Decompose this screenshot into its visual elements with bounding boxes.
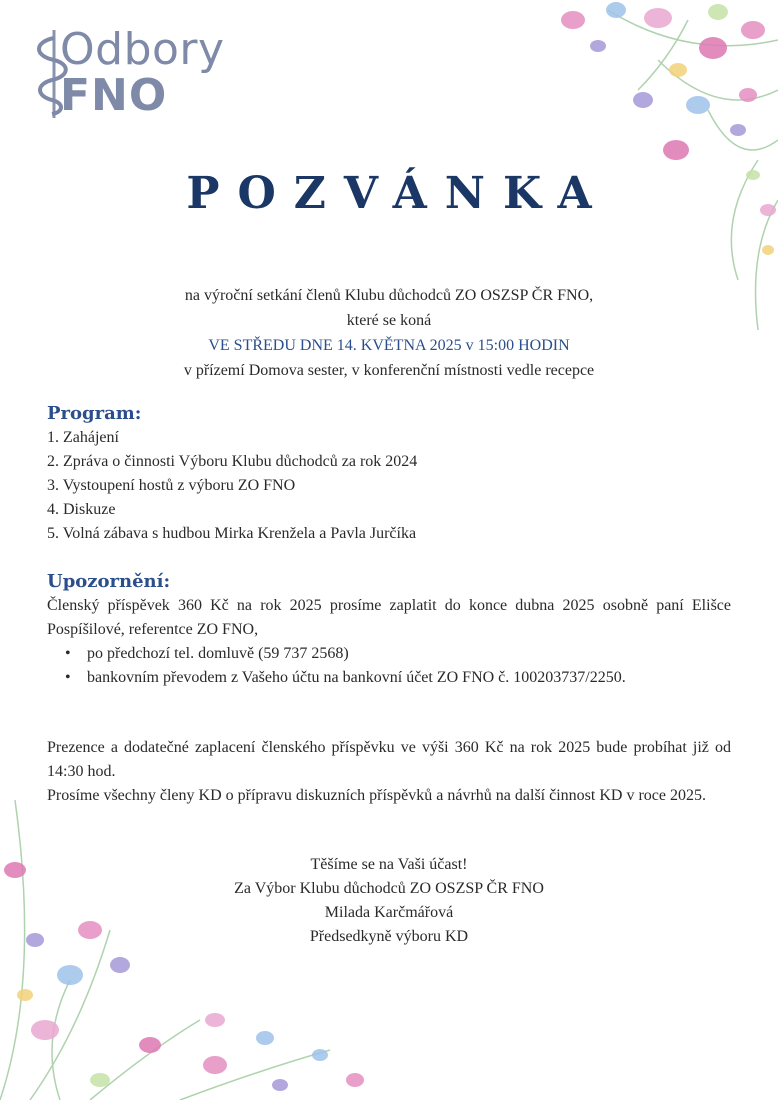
program-item: 5. Volná zábava s hudbou Mirka Krenžela a Pavla Jurčíka [47,525,417,542]
signatory-name: Milada Karčmářová [324,904,454,921]
program-item: 4. Diskuze [47,501,116,518]
notice-section [47,570,731,690]
page-title: POZVÁNKA [186,168,610,219]
payment-option: • po předchozí tel. domluvě (59 737 2568) [65,642,731,666]
request-paragraph: Prosíme všechny členy KD o přípravu diskuzních příspěvků a návrhů na další činnost KD v roce 2025. [47,787,706,804]
program-list [47,426,731,546]
payment-options-list [47,642,731,690]
event-date: VE STŘEDU DNE 14. KVĚTNA 2025 v 15:00 HODIN [208,337,570,354]
program-item: 1. Zahájení [47,429,119,446]
closing-greeting: Těšíme se na Vaši účast! [310,856,468,873]
intro-line: které se koná [346,312,432,329]
program-item: 2. Zpráva o činnosti Výboru Klubu důchodců za rok 2024 [47,453,418,470]
notice-heading: Upozornění: [47,571,171,592]
presence-section [47,736,731,808]
logo [30,24,230,124]
program-heading: Program: [47,403,142,424]
payment-option: • bankovním převodem z Vašeho účtu na bankovní účet ZO FNO č. 100203737/2250. [65,666,731,690]
notice-text: Členský příspěvek 360 Kč na rok 2025 prosíme zaplatit do konce dubna 2025 osobně paní Elišce Pospíšilové, referentce ZO FNO, [47,597,731,638]
closing-committee: Za Výbor Klubu důchodců ZO OSZSP ČR FNO [234,880,544,897]
closing-block [60,853,718,949]
event-place: v přízemí Domova sester, v konferenční místnosti vedle recepce [183,362,595,379]
signatory-role: Předsedkyně výboru KD [309,928,469,945]
intro-line: na výroční setkání členů Klubu důchodců ZO OSZSP ČR FNO, [184,287,594,304]
logo-text-odbory: Odbory [60,24,225,75]
program-section [47,402,731,546]
logo-text-fno: FNO [60,70,168,121]
program-item: 3. Vystoupení hostů z výboru ZO FNO [47,477,296,494]
presence-paragraph: Prezence a dodatečné zaplacení členského příspěvku ve výši 360 Kč na rok 2025 bude probíhat již od 14:30 hod. [47,739,731,780]
intro-block [60,283,718,383]
floral-decoration-top-right [358,0,778,330]
